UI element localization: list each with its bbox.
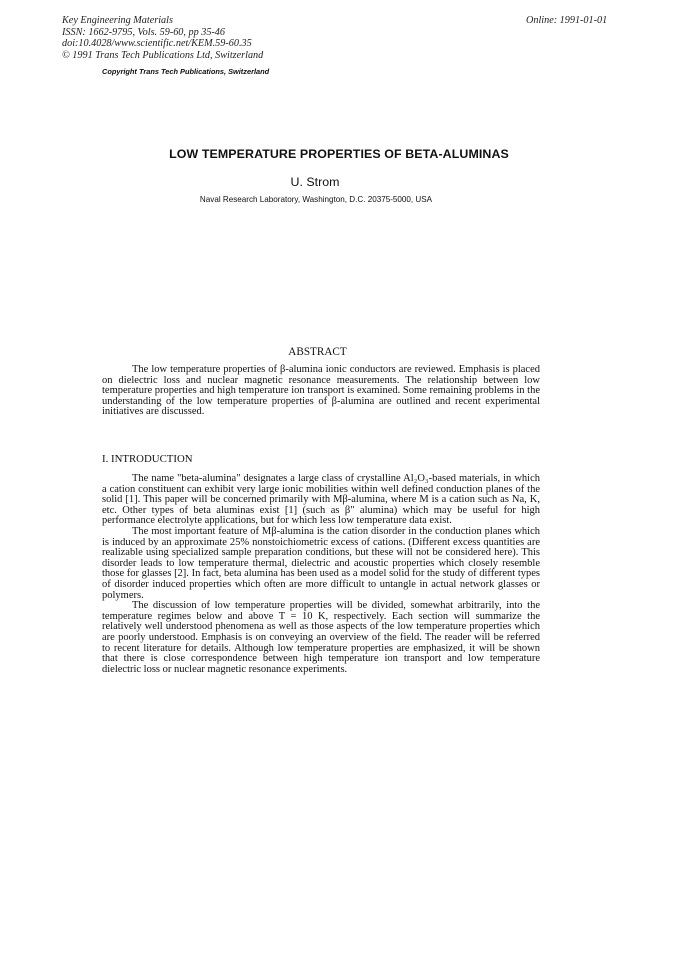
paper-title: LOW TEMPERATURE PROPERTIES OF BETA-ALUMINAS [169,147,509,161]
section-heading-introduction: I. INTRODUCTION [102,453,193,465]
journal-name: Key Engineering Materials [62,15,173,26]
journal-header [62,15,263,61]
publisher-copyright: Copyright Trans Tech Publications, Switzerland [102,67,270,76]
copyright-line: © 1991 Trans Tech Publications Ltd, Switzerland [62,49,264,61]
author-name: U. Strom [290,175,340,189]
intro-paragraph-2: The most important feature of Mβ-alumina is the cation disorder in the conduction planes which is induced by an approximate 25% nonstoichiometric excess of cations. (Different excess quantities are realizable using specialized sample preparation conditions, but these will not be considered here). This disorder leads to low temperature thermal, dielectric and acoustic properties which closely resemble those for glasses [2]. In fact, beta alumina has been used as a model solid for the study of different types of disorder induced properties which often are more difficult to untangle in actual network glasses or polymers. [102,525,540,601]
issn-line: ISSN: 1662-9795, Vols. 59-60, pp 35-46 [62,26,225,38]
intro-paragraph-3: The discussion of low temperature properties will be divided, somewhat arbitrarily, into the temperature regimes below and above T = 10 K, respectively. Each section will summarize the relatively well understood phenomena as well as those aspects of the low temperature properties which are poorly understood. Emphasis is on conveying an overview of the field. The reader will be referred to recent literature for details. Although low temperature properties are emphasized, it will be shown that there is close correspondence between high temperature ion transport and low temperature dielectric loss or nuclear magnetic resonance experiments. [102,600,540,675]
abstract-heading: ABSTRACT [288,346,347,358]
intro-paragraph-1: The name "beta-alumina" designates a large class of crystalline Al₂O₃-based materials, in which a cation constituent can exhibit very large ionic mobilities within well defined conduction planes of the solid [1]. This paper will be concerned primarily with Mβ-alumina, where M is a cation such as Na, K, etc. Other types of beta aluminas exist [1] (such as β" alumina) which may be useful for high performance electrolyte applications, but for which less low temperature data exist. [102,473,540,527]
author-affiliation: Naval Research Laboratory, Washington, D.C. 20375-5000, USA [199,195,433,204]
doi-line[interactable]: doi:10.4028/www.scientific.net/KEM.59-60.35 [62,38,252,50]
abstract-body [102,365,540,418]
abstract-paragraph: The low temperature properties of β-alumina ionic conductors are reviewed. Emphasis is placed on dielectric loss and nuclear magnetic resonance measurements. The relationship between low temperature properties and high temperature ion transport is examined. Some remaining problems in the understanding of the low temperature properties of β-alumina are outlined and recent experimental initiatives are discussed. [102,364,540,418]
introduction-body [102,474,540,675]
online-date: Online: 1991-01-01 [526,15,608,26]
